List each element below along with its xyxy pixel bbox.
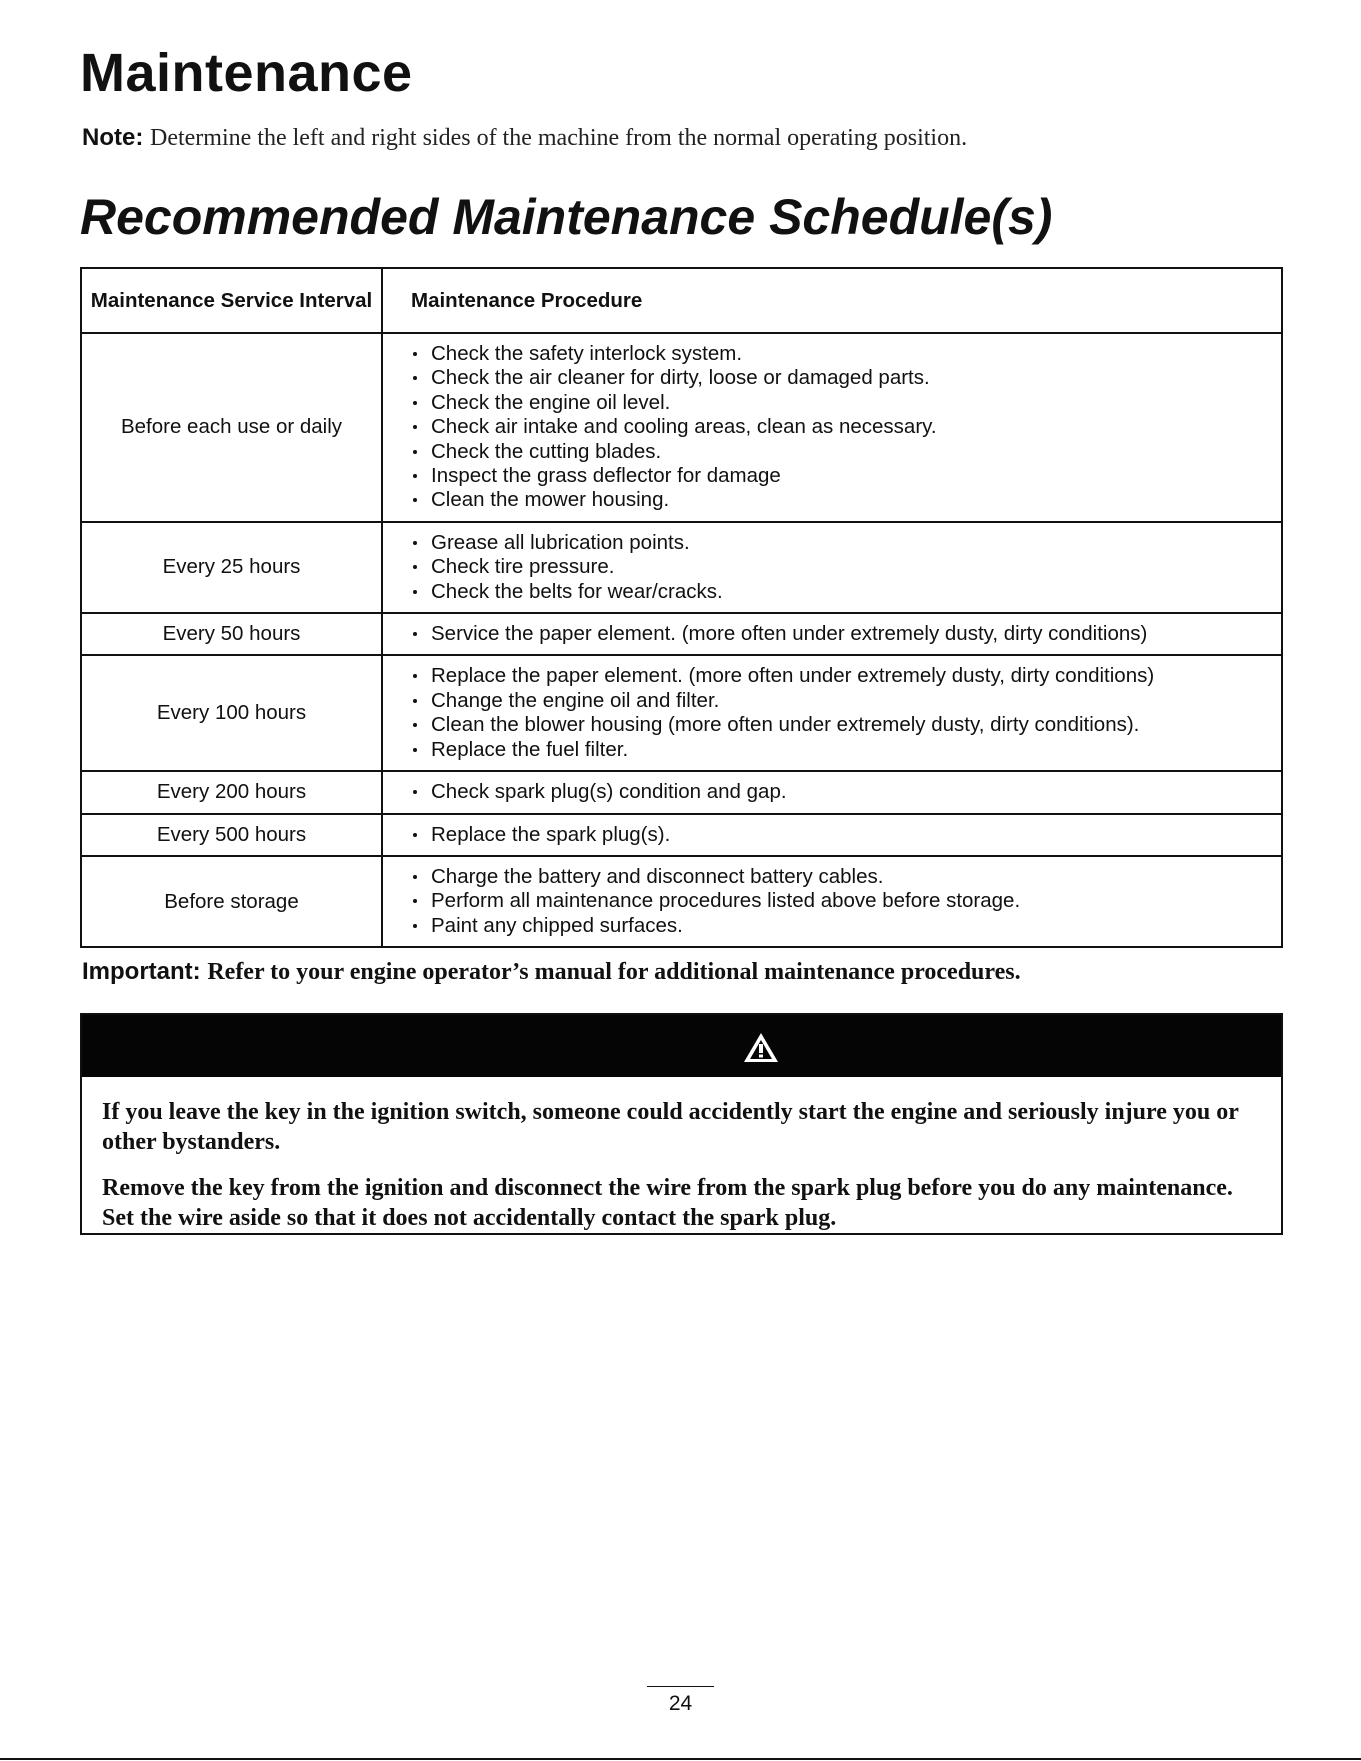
list-item: Check the cutting blades. — [413, 440, 1269, 464]
header-procedure: Maintenance Procedure — [382, 268, 1282, 333]
maintenance-schedule-table — [80, 267, 1283, 948]
procedure-list — [383, 523, 1281, 612]
important-note — [82, 958, 1021, 986]
important-label: Important: — [82, 958, 201, 985]
list-item: Replace the spark plug(s). — [413, 823, 1269, 847]
list-item: Inspect the grass deflector for damage — [413, 464, 1269, 488]
note — [82, 124, 967, 152]
warning-triangle-icon — [742, 1031, 780, 1064]
list-item: Check the engine oil level. — [413, 391, 1269, 415]
warning-paragraph-2: Remove the key from the ignition and disconnect the wire from the spark plug before you do any maintenance. Set the wire aside so that it does not accidentally contact the spark plug. — [102, 1175, 1233, 1231]
table-body — [81, 333, 1282, 947]
list-item: Check tire pressure. — [413, 555, 1269, 579]
note-text: Determine the left and right sides of the machine from the normal operating position. — [150, 125, 968, 151]
list-item: Grease all lubrication points. — [413, 531, 1269, 555]
section-title: Recommended Maintenance Schedule(s) — [80, 189, 1053, 245]
table-row — [81, 814, 1282, 856]
procedure-list — [383, 334, 1281, 521]
procedure-cell — [382, 771, 1282, 813]
procedure-cell — [382, 333, 1282, 522]
page-number: 24 — [668, 1692, 693, 1715]
procedure-cell — [382, 814, 1282, 856]
interval-cell: Every 100 hours — [81, 655, 382, 771]
interval-cell: Every 200 hours — [81, 771, 382, 813]
interval-cell: Before each use or daily — [81, 333, 382, 522]
list-item: Check spark plug(s) condition and gap. — [413, 780, 1269, 804]
table-row — [81, 655, 1282, 771]
table-row — [81, 771, 1282, 813]
table-header-row — [81, 268, 1282, 333]
table-row — [81, 613, 1282, 655]
table-row — [81, 856, 1282, 947]
procedure-cell — [382, 522, 1282, 613]
list-item: Check the air cleaner for dirty, loose or damaged parts. — [413, 366, 1269, 390]
list-item: Check air intake and cooling areas, clean as necessary. — [413, 415, 1269, 439]
list-item: Charge the battery and disconnect battery cables. — [413, 865, 1269, 889]
bottom-rule — [0, 1758, 1361, 1760]
procedure-list — [383, 857, 1281, 946]
procedure-cell — [382, 655, 1282, 771]
warning-header-bar — [82, 1015, 1281, 1077]
list-item: Change the engine oil and filter. — [413, 689, 1269, 713]
procedure-list — [383, 656, 1281, 770]
procedure-list — [383, 772, 1281, 812]
list-item: Replace the fuel filter. — [413, 738, 1269, 762]
page-title: Maintenance — [80, 43, 413, 103]
interval-cell: Before storage — [81, 856, 382, 947]
list-item: Clean the mower housing. — [413, 488, 1269, 512]
warning-paragraph-1: If you leave the key in the ignition switch, someone could accidently start the engine and seriously injure you or other bystanders. — [102, 1099, 1239, 1155]
list-item: Replace the paper element. (more often under extremely dusty, dirty conditions) — [413, 664, 1269, 688]
list-item: Service the paper element. (more often under extremely dusty, dirty conditions) — [413, 622, 1269, 646]
procedure-cell — [382, 856, 1282, 947]
interval-cell: Every 25 hours — [81, 522, 382, 613]
table-row — [81, 333, 1282, 522]
list-item: Check the belts for wear/cracks. — [413, 580, 1269, 604]
list-item: Paint any chipped surfaces. — [413, 914, 1269, 938]
procedure-cell — [382, 613, 1282, 655]
header-interval: Maintenance Service Interval — [81, 268, 382, 333]
procedure-list — [383, 815, 1281, 855]
page-number-rule — [647, 1686, 714, 1687]
procedure-list — [383, 614, 1281, 654]
table-row — [81, 522, 1282, 613]
important-text: Refer to your engine operator’s manual for additional maintenance procedures. — [207, 959, 1021, 985]
list-item: Perform all maintenance procedures listed above before storage. — [413, 889, 1269, 913]
interval-cell: Every 50 hours — [81, 613, 382, 655]
list-item: Clean the blower housing (more often under extremely dusty, dirty conditions). — [413, 713, 1269, 737]
list-item: Check the safety interlock system. — [413, 342, 1269, 366]
note-label: Note: — [82, 124, 144, 151]
interval-cell: Every 500 hours — [81, 814, 382, 856]
warning-box — [80, 1013, 1283, 1235]
